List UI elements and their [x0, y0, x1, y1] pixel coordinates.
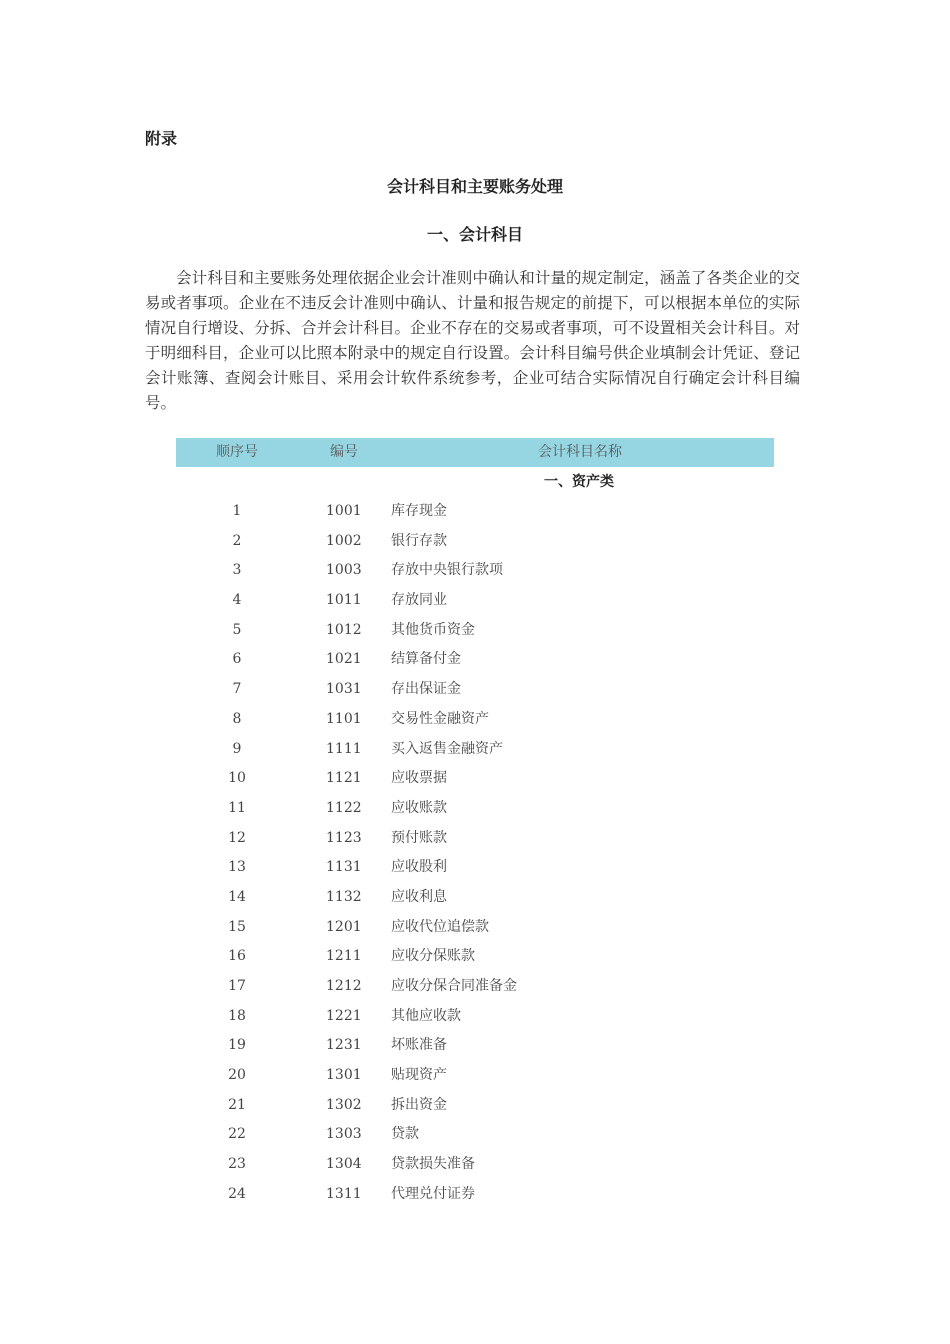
table-row [176, 527, 774, 557]
row-name: 交易性金融资产 [391, 710, 489, 727]
row-code: 1302 [326, 1096, 362, 1113]
row-seq: 18 [228, 1007, 246, 1024]
row-code: 1011 [326, 592, 362, 609]
table-body [176, 497, 774, 1210]
table-row [176, 913, 774, 943]
row-code: 1303 [326, 1126, 362, 1143]
document-title: 会计科目和主要账务处理 [386, 177, 563, 196]
row-name: 预付账款 [391, 829, 447, 846]
row-seq: 7 [232, 681, 242, 698]
row-seq: 19 [228, 1037, 246, 1054]
header-code: 编号 [330, 444, 358, 460]
row-seq: 6 [232, 651, 242, 668]
row-seq: 4 [232, 592, 242, 609]
row-name: 应收利息 [391, 888, 447, 905]
row-code: 1304 [326, 1156, 362, 1173]
row-name: 应收分保合同准备金 [391, 978, 517, 994]
row-seq: 20 [228, 1067, 246, 1084]
header-name: 会计科目名称 [538, 444, 622, 460]
row-name: 应收账款 [391, 799, 447, 816]
row-name: 应收票据 [391, 770, 447, 787]
row-name: 银行存款 [391, 532, 447, 549]
row-seq: 17 [228, 978, 246, 994]
row-name: 坏账准备 [391, 1037, 447, 1054]
row-name: 其他货币资金 [391, 621, 475, 638]
row-seq: 15 [228, 918, 246, 935]
row-code: 1012 [326, 621, 362, 638]
table-row [176, 794, 774, 824]
table-row [176, 497, 774, 527]
row-seq: 24 [228, 1185, 246, 1202]
row-name: 结算备付金 [391, 651, 461, 668]
row-seq: 10 [228, 770, 246, 787]
row-seq: 5 [232, 621, 242, 638]
table-row [176, 1031, 774, 1061]
row-name: 拆出资金 [391, 1096, 447, 1113]
table-row [176, 735, 774, 765]
table-row [176, 824, 774, 854]
table-row [176, 1002, 774, 1032]
row-name: 贷款 [391, 1126, 419, 1143]
table-row [176, 942, 774, 972]
row-seq: 21 [228, 1096, 246, 1113]
row-name: 存出保证金 [391, 681, 461, 698]
category-label: 一、资产类 [544, 474, 614, 490]
table-row [176, 1091, 774, 1121]
table-row [176, 972, 774, 1002]
row-code: 1021 [326, 651, 362, 668]
row-code: 1121 [326, 770, 362, 787]
row-name: 代理兑付证券 [391, 1185, 475, 1202]
row-name: 贷款损失准备 [391, 1156, 475, 1173]
row-seq: 22 [228, 1126, 246, 1143]
row-code: 1231 [326, 1037, 362, 1054]
row-code: 1212 [326, 978, 362, 994]
row-seq: 13 [228, 859, 246, 876]
table-row [176, 586, 774, 616]
table-row [176, 556, 774, 586]
row-code: 1221 [326, 1007, 362, 1024]
table-row [176, 883, 774, 913]
row-seq: 1 [232, 503, 242, 519]
row-code: 1132 [326, 888, 362, 905]
table-row [176, 675, 774, 705]
row-seq: 2 [232, 532, 242, 549]
table-row [176, 764, 774, 794]
row-code: 1002 [326, 532, 362, 549]
row-seq: 12 [228, 829, 246, 846]
row-code: 1301 [326, 1067, 362, 1084]
table-row [176, 705, 774, 735]
row-name: 库存现金 [391, 503, 447, 519]
table-row [176, 1150, 774, 1180]
row-code: 1311 [326, 1185, 362, 1202]
row-name: 贴现资产 [391, 1067, 447, 1084]
row-code: 1131 [326, 859, 362, 876]
table-row [176, 853, 774, 883]
row-code: 1003 [326, 562, 362, 579]
table-row [176, 645, 774, 675]
header-seq: 顺序号 [216, 444, 258, 460]
row-code: 1031 [326, 681, 362, 698]
table-row [176, 616, 774, 646]
row-name: 其他应收款 [391, 1007, 461, 1024]
row-name: 存放同业 [391, 592, 447, 609]
appendix-label: 附录 [145, 129, 178, 148]
table-row [176, 1120, 774, 1150]
row-seq: 11 [228, 799, 246, 816]
row-name: 应收代位追偿款 [391, 918, 489, 935]
table-row [176, 1061, 774, 1091]
row-seq: 8 [232, 710, 242, 727]
accounts-table [176, 438, 774, 1210]
row-name: 存放中央银行款项 [391, 562, 503, 579]
row-seq: 9 [232, 740, 242, 757]
intro-paragraph: 会计科目和主要账务处理依据企业会计准则中确认和计量的规定制定，涵盖了各类企业的交易或者事项。企业在不违反会计准则中确认、计量和报告规定的前提下，可以根据本单位的实际情况自行增设、分拆、合并会计科目。企业不存在的交易或者事项，可不设置相关会计科目。对于明细科目，企业可以比照本附录中的规定自行设置。会计科目编号供企业填制会计凭证、登记会计账簿、查阅会计账目、采用会计软件系统参考，企业可结合实际情况自行确定会计科目编号。 [145, 269, 800, 412]
row-name: 应收股利 [391, 859, 447, 876]
section-title: 一、会计科目 [426, 225, 523, 244]
row-seq: 16 [228, 948, 246, 965]
row-code: 1201 [326, 918, 362, 935]
row-code: 1123 [326, 829, 362, 846]
row-code: 1211 [326, 948, 362, 965]
category-row [176, 467, 774, 497]
row-seq: 14 [228, 888, 246, 905]
row-name: 应收分保账款 [391, 948, 475, 965]
row-code: 1111 [326, 740, 362, 757]
row-code: 1001 [326, 503, 362, 519]
row-name: 买入返售金融资产 [391, 740, 503, 757]
row-seq: 23 [228, 1156, 246, 1173]
table-row [176, 1180, 774, 1210]
row-code: 1101 [326, 710, 362, 727]
row-seq: 3 [232, 562, 242, 579]
row-code: 1122 [326, 799, 362, 816]
table-header [176, 438, 774, 467]
